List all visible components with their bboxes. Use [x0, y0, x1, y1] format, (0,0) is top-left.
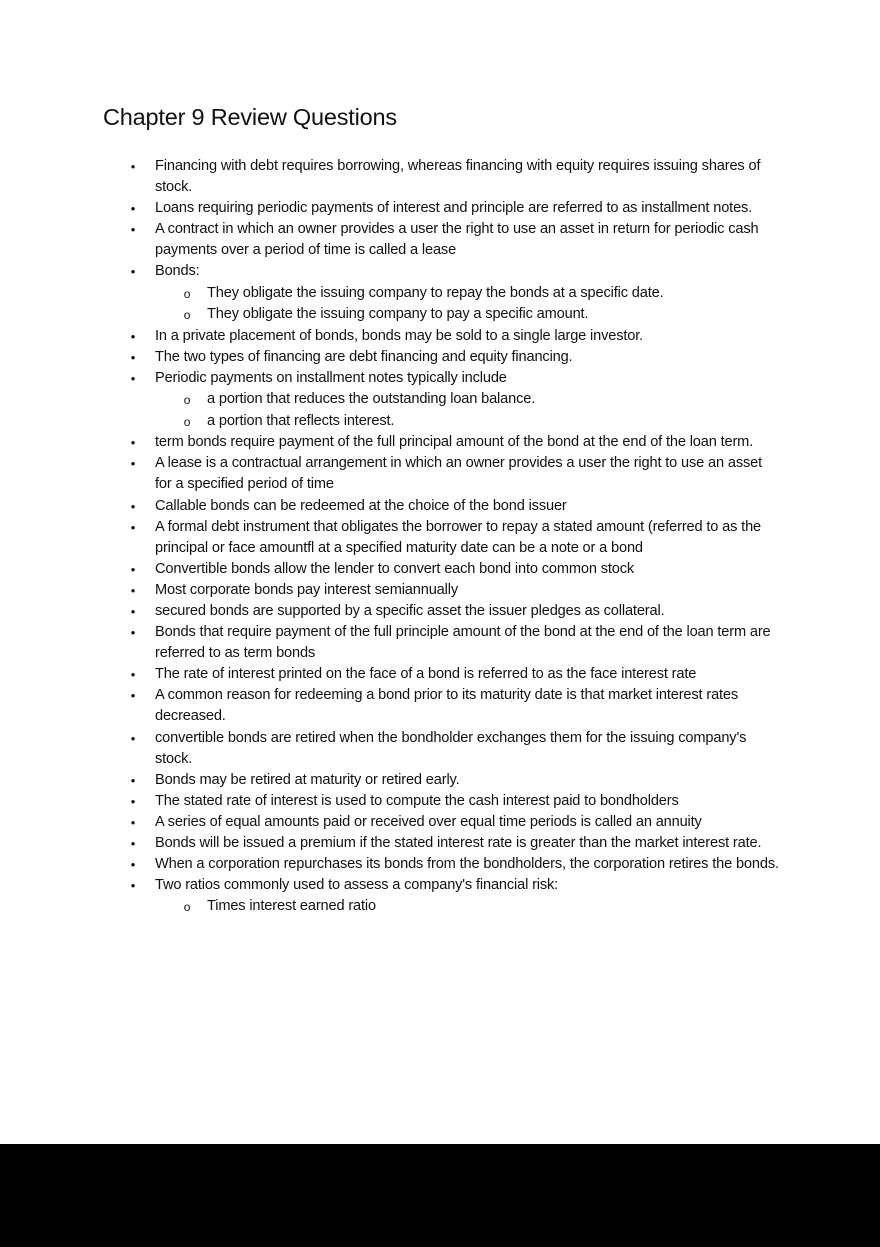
- list-item-13: [0, 580, 780, 601]
- bullet-icon: •: [130, 730, 136, 746]
- list-item-18: [0, 728, 780, 770]
- sub-list-item-7-1: [0, 389, 780, 411]
- list-item-text: Convertible bonds allow the lender to convert each bond into common stock: [155, 560, 635, 577]
- bullet-icon: •: [130, 264, 136, 280]
- bullet-icon: •: [130, 625, 136, 641]
- sub-list-item-text: a portion that reduces the outstanding loan balance.: [207, 391, 536, 408]
- sub-bullet-icon: o: [183, 286, 191, 301]
- list-item-2: [0, 198, 780, 219]
- sub-list-item-text: They obligate the issuing company to pay a specific amount.: [207, 306, 589, 323]
- footer-black-bar: [0, 1144, 880, 1247]
- list-item-15: [0, 622, 780, 664]
- bullet-icon: •: [130, 222, 136, 238]
- list-item-1: [0, 156, 780, 198]
- list-item-22: [0, 833, 780, 854]
- list-item-text: A series of equal amounts paid or received over equal time periods is called an annuity: [155, 813, 702, 830]
- bullet-icon: •: [130, 772, 136, 788]
- bullet-icon: •: [130, 793, 136, 809]
- list-item-17: [0, 685, 780, 727]
- list-item-text: Callable bonds can be redeemed at the choice of the bond issuer: [155, 497, 567, 514]
- review-questions-list: [0, 156, 880, 918]
- bullet-icon: •: [130, 582, 136, 598]
- list-item-5: [0, 326, 780, 347]
- list-item-8: [0, 432, 780, 453]
- list-item-text: Periodic payments on installment notes typically include: [155, 369, 507, 386]
- list-item-7: [0, 368, 780, 432]
- bullet-icon: •: [130, 836, 136, 851]
- bullet-icon: •: [130, 814, 136, 830]
- list-item-6: [0, 347, 780, 368]
- list-item-text: Financing with debt requires borrowing, whereas financing with equity requires issuing shares of stock.: [155, 158, 761, 196]
- list-item-text: In a private placement of bonds, bonds may be sold to a single large investor.: [155, 327, 644, 344]
- sub-list-item-text: They obligate the issuing company to repay the bonds at a specific date.: [207, 284, 664, 301]
- list-item-text: A common reason for redeeming a bond prior to its maturity date is that market interest rates decreased.: [155, 687, 739, 725]
- list-item-9: [0, 453, 780, 495]
- list-item-text: A contract in which an owner provides a user the right to use an asset in return for periodic cash payments over a period of time is called a lease: [155, 221, 759, 259]
- list-item-20: [0, 791, 780, 812]
- list-item-text: The stated rate of interest is used to compute the cash interest paid to bondholders: [155, 792, 679, 809]
- bullet-icon: •: [130, 498, 136, 514]
- list-item-10: [0, 496, 780, 517]
- bullet-icon: •: [130, 561, 136, 577]
- list-item-23: [0, 854, 780, 875]
- list-item-21: [0, 812, 780, 833]
- list-item-19: [0, 770, 780, 791]
- sub-bullet-icon: o: [183, 308, 191, 323]
- bullet-icon: •: [130, 328, 136, 344]
- list-item-text: Bonds that require payment of the full principle amount of the bond at the end of the loan term are referred to as term bonds: [155, 624, 771, 662]
- list-item-text: A lease is a contractual arrangement in which an owner provides a user the right to use an asset for a specified period of time: [155, 455, 762, 493]
- list-item-text: Bonds:: [155, 263, 200, 280]
- list-item-4: [0, 261, 780, 325]
- bullet-icon: •: [130, 159, 136, 174]
- list-item-text: secured bonds are supported by a specific asset the issuer pledges as collateral.: [155, 602, 665, 619]
- bullet-icon: •: [130, 201, 136, 217]
- bullet-icon: •: [130, 667, 136, 683]
- list-item-text: Most corporate bonds pay interest semiannually: [155, 581, 458, 598]
- sub-list: [155, 896, 780, 918]
- sub-bullet-icon: o: [183, 393, 191, 408]
- bullet-icon: •: [130, 370, 136, 386]
- list-item-text: Bonds may be retired at maturity or retired early.: [155, 771, 460, 788]
- list-item-text: When a corporation repurchases its bonds from the bondholders, the corporation retires the bonds.: [155, 856, 779, 873]
- bullet-icon: •: [130, 878, 136, 894]
- bullet-icon: •: [130, 456, 136, 472]
- list-item-12: [0, 559, 780, 580]
- bullet-icon: •: [130, 603, 136, 619]
- list-item-16: [0, 664, 780, 685]
- page-title: Chapter 9 Review Questions: [103, 104, 397, 130]
- bullet-icon: •: [130, 435, 136, 451]
- bullet-icon: •: [130, 519, 136, 535]
- sub-list-item-text: a portion that reflects interest.: [207, 412, 395, 429]
- bullet-icon: •: [130, 349, 136, 365]
- list-item-24: [0, 875, 780, 918]
- list-item-3: [0, 219, 780, 261]
- bullet-icon: •: [130, 688, 136, 704]
- list-item-text: The two types of financing are debt financing and equity financing.: [155, 348, 573, 365]
- sub-list-item-4-1: [0, 283, 780, 305]
- list-item-text: convertible bonds are retired when the bondholder exchanges them for the issuing company's stock.: [155, 729, 747, 767]
- list-item-text: Bonds will be issued a premium if the stated interest rate is greater than the market interest rate.: [155, 835, 762, 851]
- sub-list-item-4-2: [0, 304, 780, 326]
- list-item-14: [0, 601, 780, 622]
- sub-bullet-icon: o: [183, 900, 191, 915]
- sub-list: [155, 283, 780, 326]
- sub-list-item-7-2: [0, 411, 780, 433]
- list-item-text: The rate of interest printed on the face of a bond is referred to as the face interest rate: [155, 666, 697, 683]
- sub-list-item-text: Times interest earned ratio: [207, 898, 376, 915]
- list-item-text: term bonds require payment of the full principal amount of the bond at the end of the loan term.: [155, 434, 754, 451]
- list-item-text: Loans requiring periodic payments of interest and principle are referred to as installment notes.: [155, 200, 753, 217]
- sub-list: [155, 389, 780, 432]
- list-item-11: [0, 517, 780, 559]
- sub-bullet-icon: o: [183, 414, 191, 429]
- list-item-text: Two ratios commonly used to assess a company's financial risk:: [155, 877, 559, 894]
- list-item-text: A formal debt instrument that obligates the borrower to repay a stated amount (referred to as the principal or face amountfl at a specified maturity date can be a note or a bond: [155, 518, 762, 556]
- bullet-icon: •: [130, 857, 136, 873]
- sub-list-item-24-1: [0, 896, 780, 918]
